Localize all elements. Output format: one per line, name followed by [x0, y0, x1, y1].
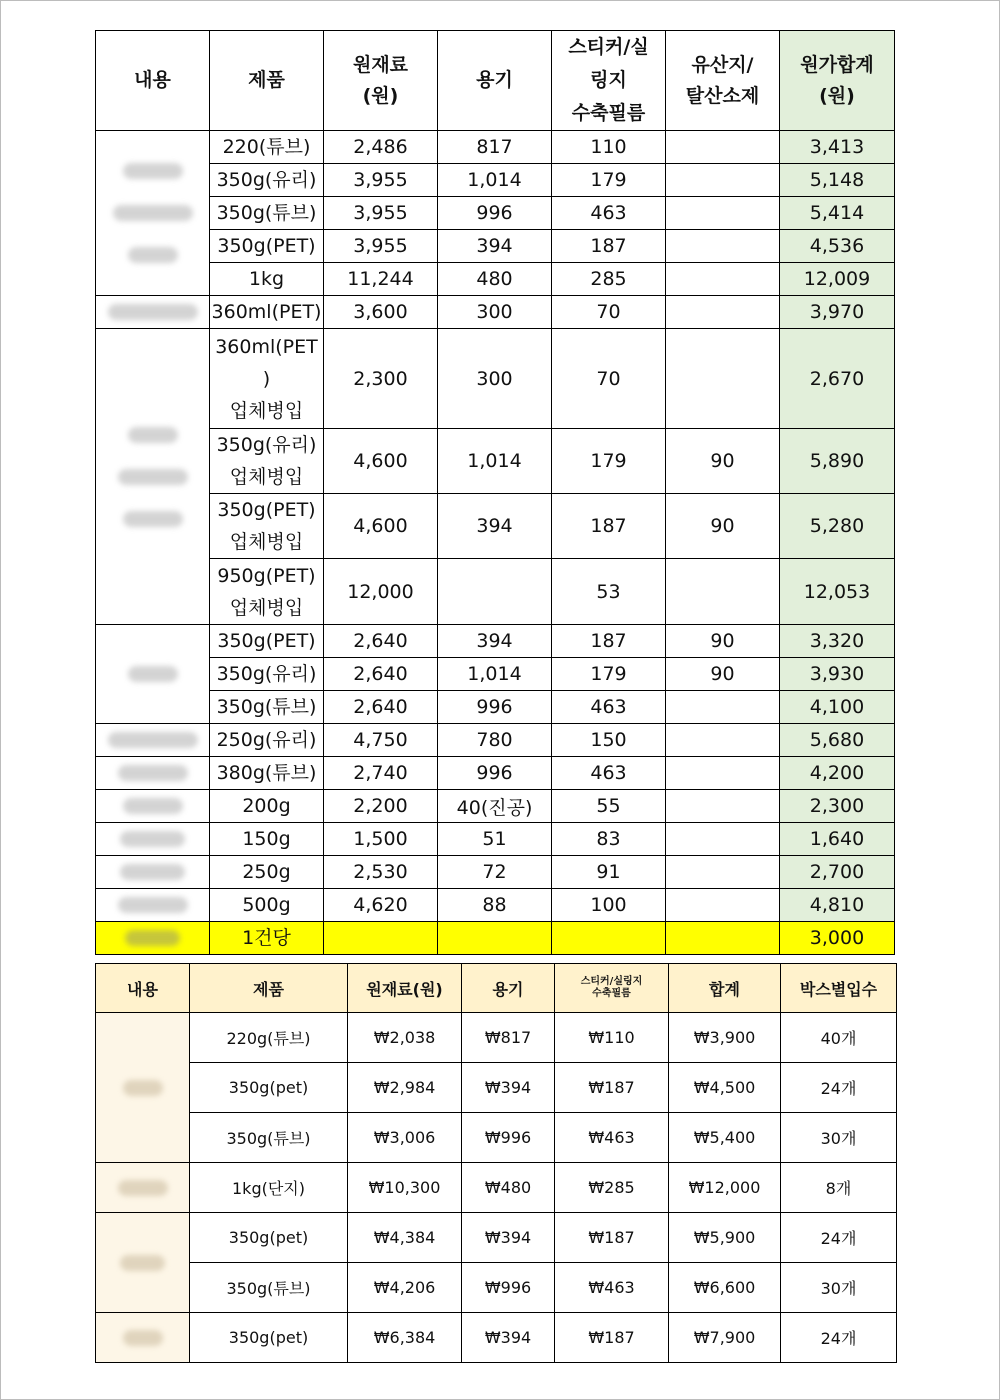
product-cell: 350g(튜브)	[190, 1263, 348, 1313]
container-cell	[438, 559, 552, 625]
content-cell	[96, 889, 210, 922]
units-per-box-cell: 30개	[781, 1263, 897, 1313]
redacted-text	[96, 304, 209, 320]
cost-total-cell: 3,000	[780, 922, 895, 955]
product-cell: 150g	[210, 823, 324, 856]
table-row	[96, 296, 895, 329]
sticker-cell: 187	[552, 625, 666, 658]
sticker-cell: 463	[552, 691, 666, 724]
raw-material-cell: 2,740	[324, 757, 438, 790]
product-cell: 1kg(단지)	[190, 1163, 348, 1213]
redacted-text	[96, 1255, 189, 1271]
container-cell	[438, 922, 552, 955]
sticker-cell: 179	[552, 164, 666, 197]
sticker-cell: 463	[552, 757, 666, 790]
cost-total-cell: 4,200	[780, 757, 895, 790]
cost-total-cell: 5,280	[780, 494, 895, 559]
total-cell: ₩12,000	[669, 1163, 781, 1213]
raw-material-cell: 3,955	[324, 230, 438, 263]
cost-total-cell: 4,810	[780, 889, 895, 922]
table-row	[96, 625, 895, 658]
container-cell: 300	[438, 329, 552, 429]
oxygen-absorber-cell: 90	[666, 494, 780, 559]
blurred-label	[128, 666, 178, 682]
table-row	[96, 263, 895, 296]
header-product: 제품	[190, 964, 348, 1013]
product-cell: 360ml(PET ) 업체병입	[210, 329, 324, 429]
header-units-per-box: 박스별입수	[781, 964, 897, 1013]
table-row	[96, 790, 895, 823]
raw-material-cell: 4,620	[324, 889, 438, 922]
container-cell: 1,014	[438, 658, 552, 691]
total-cell: ₩3,900	[669, 1013, 781, 1063]
oxygen-absorber-cell	[666, 856, 780, 889]
content-cell	[96, 1013, 190, 1163]
oxygen-absorber-cell	[666, 329, 780, 429]
total-cell: ₩5,900	[669, 1213, 781, 1263]
cost-table	[95, 30, 895, 955]
table-row	[96, 230, 895, 263]
product-cell: 350g(PET)	[210, 230, 324, 263]
blurred-label	[120, 1255, 165, 1271]
raw-material-cell: 12,000	[324, 559, 438, 625]
table-row	[96, 1163, 897, 1213]
product-cell: 350g(PET) 업체병입	[210, 494, 324, 559]
redacted-text	[96, 666, 209, 682]
sticker-cell: 83	[552, 823, 666, 856]
container-cell: ₩394	[462, 1213, 555, 1263]
table-row	[96, 559, 895, 625]
oxygen-absorber-cell: 90	[666, 658, 780, 691]
total-cell: ₩5,400	[669, 1113, 781, 1163]
cost-total-cell: 3,320	[780, 625, 895, 658]
raw-material-cell: 2,200	[324, 790, 438, 823]
sticker-cell: 100	[552, 889, 666, 922]
oxygen-absorber-cell	[666, 559, 780, 625]
sticker-cell: 150	[552, 724, 666, 757]
raw-material-cell: 3,600	[324, 296, 438, 329]
blurred-label	[118, 765, 188, 781]
table-row	[96, 429, 895, 494]
table-row	[96, 1313, 897, 1363]
raw-material-cell: 2,300	[324, 329, 438, 429]
cost-total-cell: 4,536	[780, 230, 895, 263]
redacted-text	[96, 163, 209, 263]
raw-material-cell: ₩3,006	[348, 1113, 462, 1163]
raw-material-cell: ₩10,300	[348, 1163, 462, 1213]
redacted-text	[96, 864, 209, 880]
oxygen-absorber-cell	[666, 691, 780, 724]
product-cell: 360ml(PET)	[210, 296, 324, 329]
sticker-cell: 55	[552, 790, 666, 823]
table-row	[96, 1263, 897, 1313]
container-cell: 996	[438, 197, 552, 230]
blurred-label	[123, 511, 183, 527]
total-cell: ₩4,500	[669, 1063, 781, 1113]
raw-material-cell: ₩6,384	[348, 1313, 462, 1363]
container-cell: 1,014	[438, 429, 552, 494]
raw-material-cell: ₩4,206	[348, 1263, 462, 1313]
sticker-cell: ₩110	[555, 1013, 669, 1063]
blurred-label	[108, 732, 198, 748]
container-cell: ₩480	[462, 1163, 555, 1213]
oxygen-absorber-cell	[666, 724, 780, 757]
content-cell	[96, 724, 210, 757]
oxygen-absorber-cell	[666, 757, 780, 790]
oxygen-absorber-cell	[666, 197, 780, 230]
table-row	[96, 494, 895, 559]
table-row	[96, 1113, 897, 1163]
content-cell	[96, 296, 210, 329]
raw-material-cell: 2,530	[324, 856, 438, 889]
content-cell	[96, 823, 210, 856]
container-cell: 996	[438, 757, 552, 790]
table-row	[96, 1213, 897, 1263]
sticker-cell: 53	[552, 559, 666, 625]
product-cell: 500g	[210, 889, 324, 922]
blurred-label	[123, 1080, 163, 1096]
raw-material-cell: 2,640	[324, 625, 438, 658]
content-cell	[96, 1163, 190, 1213]
blurred-label	[128, 247, 178, 263]
container-cell: 394	[438, 494, 552, 559]
redacted-text	[96, 765, 209, 781]
sticker-cell: 70	[552, 329, 666, 429]
product-cell: 350g(유리) 업체병입	[210, 429, 324, 494]
table-row	[96, 164, 895, 197]
content-cell	[96, 757, 210, 790]
header-row	[96, 964, 897, 1013]
product-cell: 350g(유리)	[210, 164, 324, 197]
table-row	[96, 658, 895, 691]
sticker-cell: 463	[552, 197, 666, 230]
header-container: 용기	[462, 964, 555, 1013]
oxygen-absorber-cell	[666, 790, 780, 823]
product-cell: 350g(pet)	[190, 1213, 348, 1263]
table-row	[96, 724, 895, 757]
product-cell: 350g(pet)	[190, 1063, 348, 1113]
oxygen-absorber-cell	[666, 296, 780, 329]
cost-total-cell: 2,700	[780, 856, 895, 889]
header-container: 용기	[438, 31, 552, 131]
product-cell: 350g(유리)	[210, 658, 324, 691]
oxygen-absorber-cell	[666, 263, 780, 296]
oxygen-absorber-cell	[666, 823, 780, 856]
units-per-box-cell: 24개	[781, 1213, 897, 1263]
product-cell: 220g(튜브)	[190, 1013, 348, 1063]
blurred-label	[128, 427, 178, 443]
price-table	[95, 963, 897, 1363]
blurred-label	[123, 1330, 163, 1346]
raw-material-cell: 4,750	[324, 724, 438, 757]
blurred-label	[125, 930, 180, 946]
oxygen-absorber-cell	[666, 230, 780, 263]
redacted-text	[96, 427, 209, 527]
table-row	[96, 329, 895, 429]
blurred-label	[118, 469, 188, 485]
sticker-cell: 70	[552, 296, 666, 329]
header-row	[96, 31, 895, 131]
header-product: 제품	[210, 31, 324, 131]
blurred-label	[120, 864, 185, 880]
product-cell: 350g(PET)	[210, 625, 324, 658]
cost-total-cell: 4,100	[780, 691, 895, 724]
total-cell: ₩6,600	[669, 1263, 781, 1313]
redacted-text	[96, 732, 209, 748]
header-raw-material: 원재료(원)	[348, 964, 462, 1013]
sticker-cell: ₩285	[555, 1163, 669, 1213]
sticker-cell: ₩463	[555, 1263, 669, 1313]
sticker-cell: ₩187	[555, 1063, 669, 1113]
units-per-box-cell: 24개	[781, 1063, 897, 1113]
content-cell	[96, 922, 210, 955]
container-cell: 88	[438, 889, 552, 922]
table-row	[96, 856, 895, 889]
product-cell: 200g	[210, 790, 324, 823]
header-cost-total: 원가합계 (원)	[780, 31, 895, 131]
container-cell: 480	[438, 263, 552, 296]
cost-total-cell: 2,300	[780, 790, 895, 823]
product-cell: 350g(튜브)	[210, 691, 324, 724]
sticker-cell: 110	[552, 131, 666, 164]
container-cell: 51	[438, 823, 552, 856]
units-per-box-cell: 40개	[781, 1013, 897, 1063]
product-cell: 350g(튜브)	[190, 1113, 348, 1163]
container-cell: ₩394	[462, 1063, 555, 1113]
content-cell	[96, 1313, 190, 1363]
cost-total-cell: 3,930	[780, 658, 895, 691]
units-per-box-cell: 8개	[781, 1163, 897, 1213]
cost-total-cell: 1,640	[780, 823, 895, 856]
total-cell: ₩7,900	[669, 1313, 781, 1363]
sticker-cell: ₩463	[555, 1113, 669, 1163]
raw-material-cell: ₩2,984	[348, 1063, 462, 1113]
sticker-cell: ₩187	[555, 1313, 669, 1363]
raw-material-cell: 4,600	[324, 429, 438, 494]
redacted-text	[96, 831, 209, 847]
product-cell: 350g(pet)	[190, 1313, 348, 1363]
product-cell: 380g(튜브)	[210, 757, 324, 790]
oxygen-absorber-cell	[666, 131, 780, 164]
table-row	[96, 197, 895, 230]
sticker-cell: 187	[552, 494, 666, 559]
table-row	[96, 889, 895, 922]
product-cell: 220(튜브)	[210, 131, 324, 164]
table-row	[96, 1063, 897, 1113]
container-cell: 780	[438, 724, 552, 757]
container-cell: ₩817	[462, 1013, 555, 1063]
blurred-label	[118, 1180, 168, 1196]
header-oxygen-absorber: 유산지/ 탈산소제	[666, 31, 780, 131]
redacted-text	[96, 930, 209, 946]
container-cell: 40(진공)	[438, 790, 552, 823]
sticker-cell: 91	[552, 856, 666, 889]
raw-material-cell: 4,600	[324, 494, 438, 559]
blurred-label	[108, 304, 198, 320]
cost-total-cell: 5,680	[780, 724, 895, 757]
content-cell	[96, 329, 210, 625]
header-raw-material: 원재료 (원)	[324, 31, 438, 131]
units-per-box-cell: 30개	[781, 1113, 897, 1163]
cost-total-cell: 5,414	[780, 197, 895, 230]
blurred-label	[123, 163, 183, 179]
oxygen-absorber-cell	[666, 164, 780, 197]
product-cell: 1kg	[210, 263, 324, 296]
raw-material-cell	[324, 922, 438, 955]
redacted-text	[96, 1080, 189, 1096]
container-cell: ₩996	[462, 1263, 555, 1313]
product-cell: 250g	[210, 856, 324, 889]
content-cell	[96, 131, 210, 296]
oxygen-absorber-cell	[666, 922, 780, 955]
raw-material-cell: ₩2,038	[348, 1013, 462, 1063]
sticker-cell: 285	[552, 263, 666, 296]
cost-total-cell: 5,148	[780, 164, 895, 197]
header-sticker: 스티커/실 링지 수축필름	[552, 31, 666, 131]
redacted-text	[96, 798, 209, 814]
container-cell: 72	[438, 856, 552, 889]
container-cell: 394	[438, 230, 552, 263]
container-cell: 817	[438, 131, 552, 164]
oxygen-absorber-cell	[666, 889, 780, 922]
redacted-text	[96, 1330, 189, 1346]
header-total: 합계	[669, 964, 781, 1013]
table-row	[96, 1013, 897, 1063]
cost-total-cell: 3,413	[780, 131, 895, 164]
cost-total-cell: 5,890	[780, 429, 895, 494]
product-cell: 250g(유리)	[210, 724, 324, 757]
units-per-box-cell: 24개	[781, 1313, 897, 1363]
cost-total-cell: 2,670	[780, 329, 895, 429]
product-cell: 1건당	[210, 922, 324, 955]
header-content: 내용	[96, 964, 190, 1013]
sticker-cell: 179	[552, 429, 666, 494]
container-cell: 394	[438, 625, 552, 658]
content-cell	[96, 856, 210, 889]
raw-material-cell: ₩4,384	[348, 1213, 462, 1263]
sticker-cell	[552, 922, 666, 955]
content-cell	[96, 1213, 190, 1313]
raw-material-cell: 1,500	[324, 823, 438, 856]
cost-total-cell: 12,009	[780, 263, 895, 296]
sticker-cell: 179	[552, 658, 666, 691]
oxygen-absorber-cell: 90	[666, 625, 780, 658]
cost-total-cell: 12,053	[780, 559, 895, 625]
sticker-cell: 187	[552, 230, 666, 263]
header-sticker: 스티커/실링지 수축필름	[555, 964, 669, 1013]
raw-material-cell: 3,955	[324, 164, 438, 197]
table-row	[96, 757, 895, 790]
content-cell	[96, 625, 210, 724]
raw-material-cell: 11,244	[324, 263, 438, 296]
raw-material-cell: 3,955	[324, 197, 438, 230]
raw-material-cell: 2,640	[324, 691, 438, 724]
redacted-text	[96, 1180, 189, 1196]
product-cell: 950g(PET) 업체병입	[210, 559, 324, 625]
content-cell	[96, 790, 210, 823]
redacted-text	[96, 897, 209, 913]
header-content: 내용	[96, 31, 210, 131]
table-row	[96, 131, 895, 164]
table-row	[96, 691, 895, 724]
sticker-cell: ₩187	[555, 1213, 669, 1263]
container-cell: ₩996	[462, 1113, 555, 1163]
container-cell: 1,014	[438, 164, 552, 197]
container-cell: ₩394	[462, 1313, 555, 1363]
oxygen-absorber-cell: 90	[666, 429, 780, 494]
table-row	[96, 922, 895, 955]
blurred-label	[113, 205, 193, 221]
raw-material-cell: 2,486	[324, 131, 438, 164]
container-cell: 300	[438, 296, 552, 329]
blurred-label	[120, 831, 185, 847]
table-row	[96, 823, 895, 856]
product-cell: 350g(튜브)	[210, 197, 324, 230]
blurred-label	[123, 798, 183, 814]
container-cell: 996	[438, 691, 552, 724]
raw-material-cell: 2,640	[324, 658, 438, 691]
cost-total-cell: 3,970	[780, 296, 895, 329]
blurred-label	[118, 897, 188, 913]
